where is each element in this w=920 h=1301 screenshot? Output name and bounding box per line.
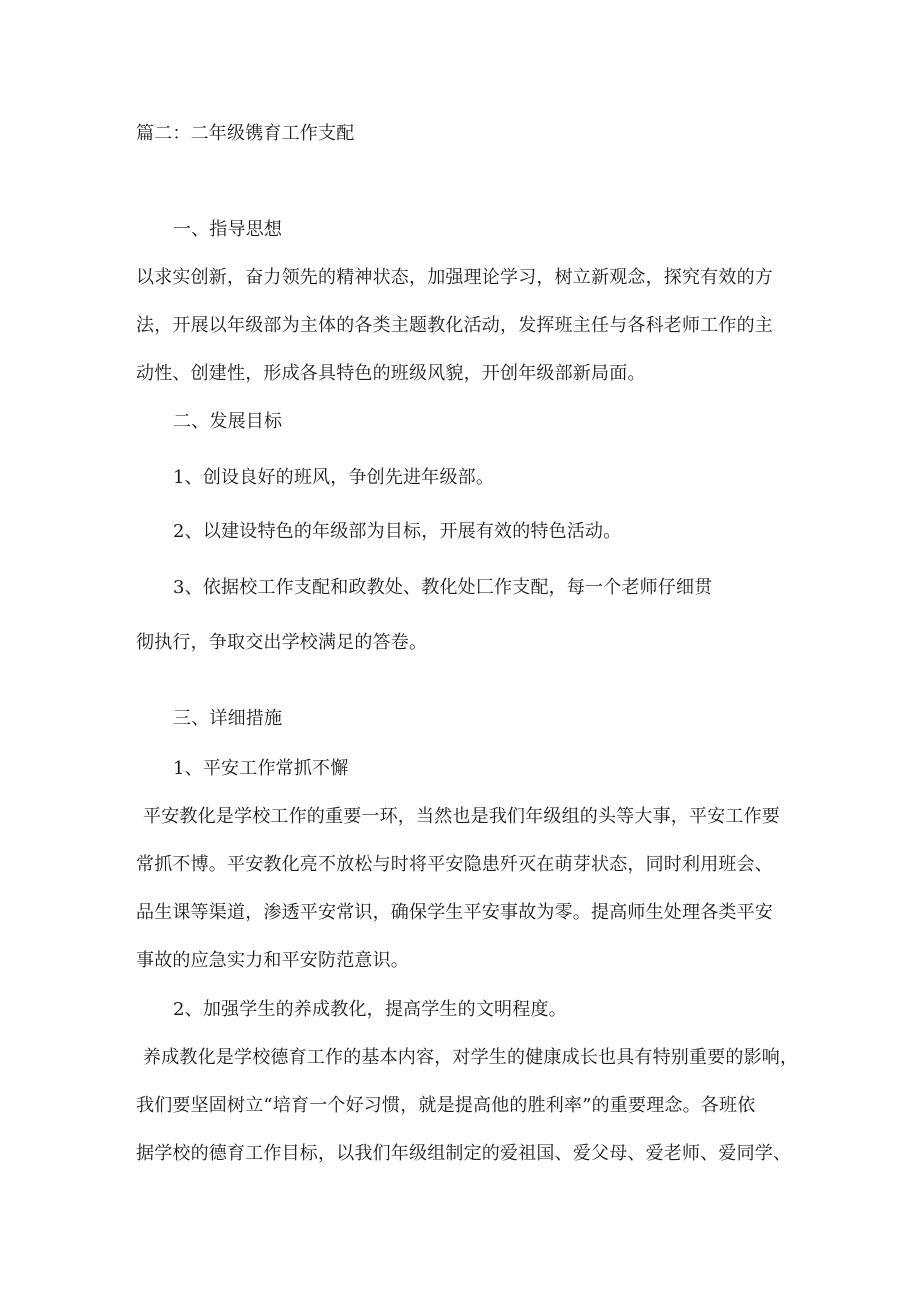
paragraph-line: 法，开展以年级部为主体的各类主题教化活动，发挥班主任与各科老师工作的主 <box>136 315 773 336</box>
paragraph-line: 品生课等渠道，渗透平安常识，确保学生平安事故为零。提高师生处理各类平安 <box>136 902 773 923</box>
list-item: 1、创设良好的班风，争创先进年级部。 <box>173 467 495 488</box>
paragraph-line: 据学校的德育工作目标，以我们年级组制定的爱祖国、爱父母、爱老师、爱同学、 <box>136 1143 792 1164</box>
document-title: 篇二：二年级镌育工作支配 <box>136 123 355 144</box>
subsection-heading-habits: 2、加强学生的养成教化，提高学生的文明程度。 <box>173 999 567 1020</box>
paragraph-line: 以求实创新，奋力领先的精神状态，加强理论学习，树立新观念，探究有效的方 <box>136 267 773 288</box>
paragraph-line: 我们要坚固树立“培育一个好习惯，就是提高他的胜利率”的重要理念。各班依 <box>136 1095 756 1116</box>
paragraph-line: 事故的应急实力和平安防范意识。 <box>136 950 409 971</box>
paragraph-line: 常抓不博。平安教化亮不放松与时将平安隐患歼灭在萌芽状态，同时利用班会、 <box>136 854 773 875</box>
list-item: 2、以建设特色的年级部为目标，开展有效的特色活动。 <box>173 521 622 542</box>
section-heading-measures: 三、详细措施 <box>173 708 283 729</box>
list-item-continuation: 彻执行，争取交出学校满足的答卷。 <box>136 632 428 653</box>
section-heading-guiding-thought: 一、指导思想 <box>173 219 283 240</box>
paragraph-line: 平安教化是学校工作的重要一环，当然也是我们年级组的头等大事，平安工作要 <box>143 806 780 827</box>
section-heading-goals: 二、发展目标 <box>173 411 283 432</box>
subsection-heading-safety: 1、平安工作常抓不懈 <box>173 758 349 779</box>
paragraph-line: 养成教化是学校德育工作的基本内容，对学生的健康成长也具有特别重要的影响， <box>143 1047 799 1068</box>
paragraph-line: 动性、创建性，形成各具特色的班级风貌，开创年级部新局面。 <box>136 363 646 384</box>
list-item: 3、依据校工作支配和政教处、教化处匚作支配，每一个老师仔细贯 <box>173 577 713 598</box>
